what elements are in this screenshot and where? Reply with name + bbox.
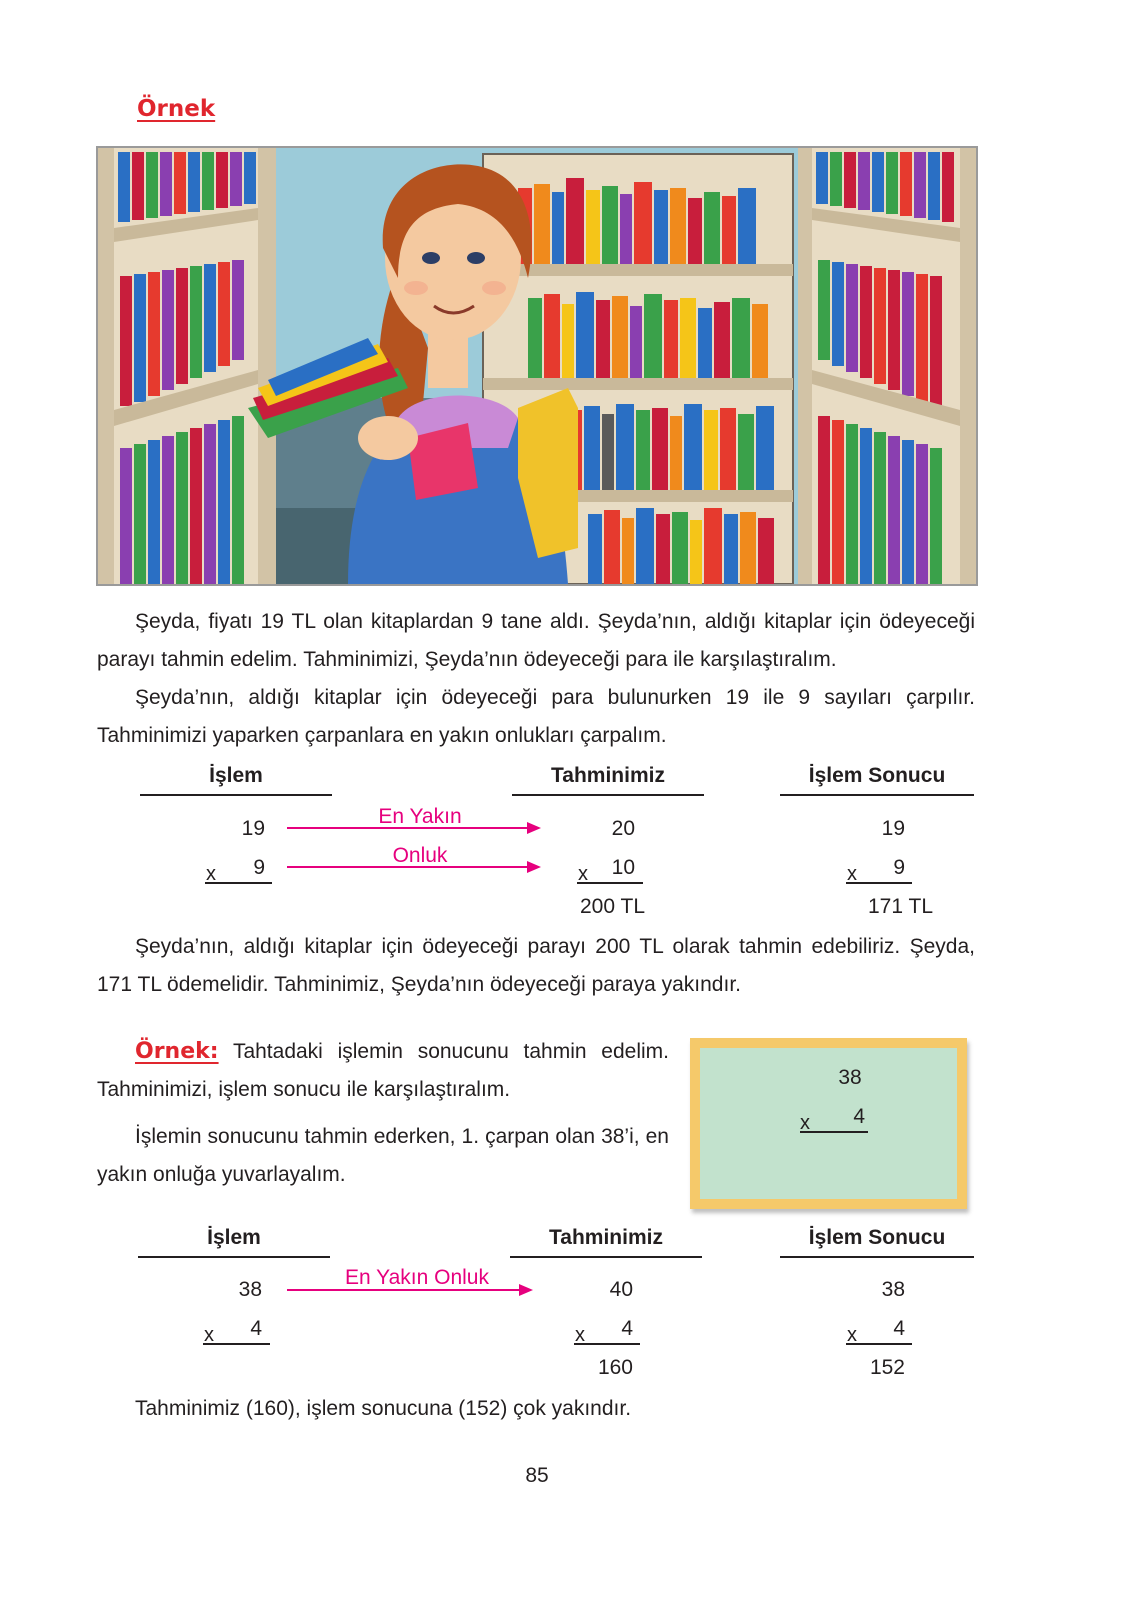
- example2-label: Örnek:: [135, 1039, 219, 1064]
- paragraph-rounding: İşlemin sonucunu tahmin ederken, 1. çarpan olan 38’i, en yakın onluğa yuvarlayalım.: [97, 1125, 669, 1186]
- sonuc-multiplier: 9: [893, 856, 905, 879]
- multiply-sign: x: [575, 1324, 585, 1346]
- sonuc-multiplier: 4: [893, 1317, 905, 1340]
- tahmin-rule: [574, 1343, 640, 1345]
- chalkboard: [690, 1038, 967, 1209]
- tahmin-multiplicand: 20: [611, 817, 635, 840]
- paragraph-final: Tahminimiz (160), işlem sonucuna (152) çok yakındır.: [135, 1397, 632, 1420]
- islem-rule: [203, 1343, 270, 1345]
- library-illustration: [96, 146, 978, 586]
- header-islem: İşlem: [138, 1226, 330, 1258]
- multiply-sign: x: [847, 1324, 857, 1346]
- header-islem: İşlem: [140, 764, 332, 796]
- islem-multiplier: 9: [253, 856, 265, 879]
- library-scene: [98, 148, 976, 584]
- tahmin-rule: [577, 882, 643, 884]
- page-number: 85: [525, 1464, 549, 1487]
- board-rule: [800, 1131, 868, 1133]
- tahmin-result: 160: [597, 1356, 633, 1379]
- tahmin-multiplicand: 40: [609, 1278, 633, 1301]
- board-multiplicand: 38: [838, 1066, 862, 1089]
- multiply-sign: x: [206, 863, 216, 885]
- example2-intro: [97, 1033, 669, 1109]
- islem-multiplicand: 38: [238, 1278, 262, 1301]
- arrow-label-en-yakin: En Yakın: [378, 805, 462, 828]
- multiply-sign: x: [847, 863, 857, 885]
- rounding-arrows: [285, 820, 543, 880]
- sonuc-result: 152: [869, 1356, 905, 1379]
- sonuc-result: 171 TL: [868, 895, 933, 918]
- arrow-label-onluk: Onluk: [392, 844, 448, 867]
- header-tahminimiz: Tahminimiz: [512, 764, 704, 796]
- board-multiplier: 4: [853, 1105, 865, 1128]
- sonuc-multiplicand: 38: [881, 1278, 905, 1301]
- multiply-sign: x: [578, 863, 588, 885]
- rounding-arrow: [285, 1282, 535, 1298]
- header-islem-sonucu: İşlem Sonucu: [780, 764, 974, 796]
- board-multiply-sign: x: [800, 1112, 810, 1134]
- tahmin-multiplier: 10: [611, 856, 635, 879]
- example2-intro-text: Tahtadaki işlemin sonucunu tahmin edelim. Tahminimizi, işlem sonucu ile karşılaştıralım.: [97, 1040, 669, 1101]
- paragraph-conclusion: Şeyda’nın, aldığı kitaplar için ödeyeceği parayı 200 TL olarak tahmin edebiliriz. Şeyda, 171 TL ödemelidir. Tahminimiz, Şeyda’nın ödeyeceği paraya yakındır.: [97, 935, 975, 996]
- islem-multiplier: 4: [250, 1317, 262, 1340]
- sonuc-rule: [846, 1343, 912, 1345]
- multiply-sign: x: [204, 1324, 214, 1346]
- sonuc-multiplicand: 19: [881, 817, 905, 840]
- sonuc-rule: [846, 882, 912, 884]
- example2-intro-block: [97, 1033, 669, 1109]
- tahmin-multiplier: 4: [621, 1317, 633, 1340]
- header-tahminimiz: Tahminimiz: [510, 1226, 702, 1258]
- islem-rule: [205, 882, 272, 884]
- arrow-label-en-yakin-onluk: En Yakın Onluk: [345, 1266, 489, 1289]
- islem-multiplicand: 19: [241, 817, 265, 840]
- header-islem-sonucu: İşlem Sonucu: [780, 1226, 974, 1258]
- tahmin-result: 200 TL: [580, 895, 645, 918]
- example-label: Örnek: [137, 96, 216, 122]
- paragraph-method: Şeyda’nın, aldığı kitaplar için ödeyeceği para bulunurken 19 ile 9 sayıları çarpılır. Tahminimizi yaparken çarpanlara en yakın onlukları çarpalım.: [97, 686, 975, 747]
- paragraph-problem: Şeyda, fiyatı 19 TL olan kitaplardan 9 tane aldı. Şeyda’nın, aldığı kitaplar için ödeyeceği parayı tahmin edelim. Tahminimizi, Şeyda’nın ödeyeceği para ile karşılaştıralım.: [97, 610, 975, 671]
